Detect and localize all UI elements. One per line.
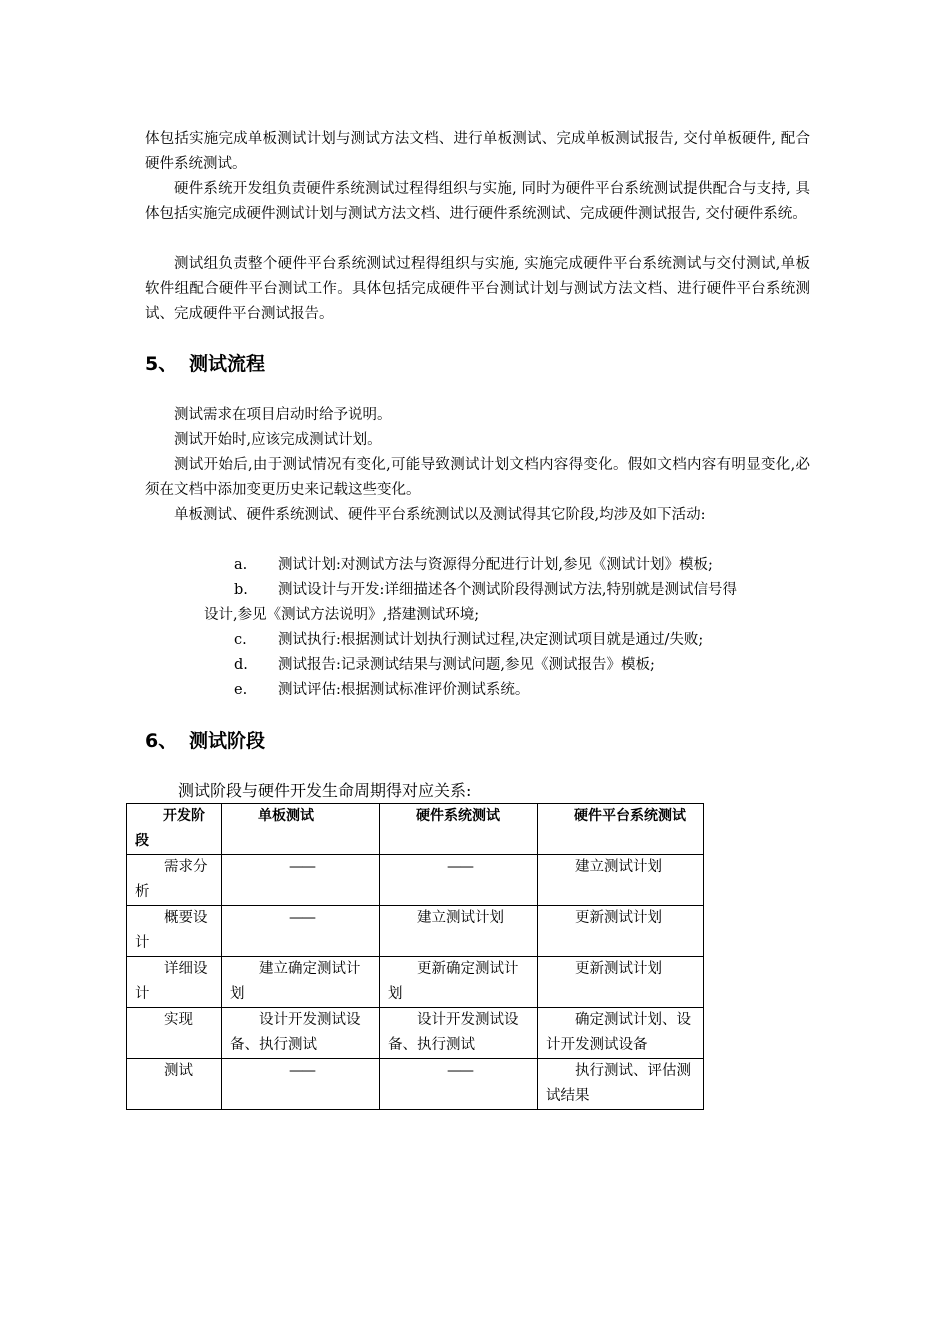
stage-cell: 实现 (127, 1008, 222, 1059)
hw-platform-test-cell: 更新测试计划 (538, 957, 704, 1008)
intro-paragraph-3: 测试组负责整个硬件平台系统测试过程得组织与实施, 实施完成硬件平台系统测试与交付测试,单板软件组配合硬件平台测试工作。具体包括完成硬件平台测试计划与测试方法文档、进行硬件平台系统测试、完成硬件平台测试报告。 (145, 256, 810, 322)
activity-text: 测试评估:根据测试标准评价测试系统。 (278, 682, 530, 698)
section-5-number: 5、 (145, 353, 178, 375)
header-board-test: 单板测试 (222, 804, 380, 855)
hw-system-test-cell (380, 855, 538, 906)
stage-cell: 详细设计 (127, 957, 222, 1008)
table-header-row (127, 804, 704, 855)
board-test-cell (222, 906, 380, 957)
stage-cell: 概要设计 (127, 906, 222, 957)
hw-platform-test-cell: 确定测试计划、设计开发测试设备 (538, 1008, 704, 1059)
dash-placeholder: —— (289, 1063, 314, 1079)
activity-marker: d. (234, 657, 248, 673)
section-5-paragraph: 测试需求在项目启动时给予说明。 (174, 407, 392, 423)
dash-placeholder: —— (289, 910, 314, 926)
hw-platform-test-cell: 执行测试、评估测试结果 (538, 1059, 704, 1110)
header-hw-platform-test: 硬件平台系统测试 (538, 804, 704, 855)
table-row (127, 906, 704, 957)
hw-platform-test-cell: 建立测试计划 (538, 855, 704, 906)
activity-marker: a. (234, 557, 248, 573)
hw-system-test-cell: 更新确定测试计划 (380, 957, 538, 1008)
activity-marker: b. (234, 582, 248, 598)
activity-marker: c. (234, 632, 247, 648)
activity-text: 测试计划:对测试方法与资源得分配进行计划,参见《测试计划》模板; (278, 557, 713, 573)
activity-text-continued: 设计,参见《测试方法说明》,搭建测试环境; (204, 607, 480, 623)
section-5-paragraph: 测试开始时,应该完成测试计划。 (174, 432, 382, 448)
board-test-cell: 建立确定测试计划 (222, 957, 380, 1008)
section-5-paragraph: 测试开始后,由于测试情况有变化,可能导致测试计划文档内容得变化。假如文档内容有明显变化,必须在文档中添加变更历史来记载这些变化。 (145, 457, 810, 498)
stage-cell: 测试 (127, 1059, 222, 1110)
table-caption: 测试阶段与硬件开发生命周期得对应关系: (178, 781, 472, 800)
section-5-title: 测试流程 (189, 353, 266, 375)
section-6-heading (145, 729, 265, 753)
hw-platform-test-cell: 更新测试计划 (538, 906, 704, 957)
dash-placeholder: —— (447, 1063, 472, 1079)
activity-text: 测试设计与开发:详细描述各个测试阶段得测试方法,特别就是测试信号得 (278, 582, 737, 598)
section-5-heading (145, 352, 265, 376)
table-row (127, 1059, 704, 1110)
activity-text: 测试报告:记录测试结果与测试问题,参见《测试报告》模板; (278, 657, 655, 673)
table-row (127, 957, 704, 1008)
hw-system-test-cell (380, 1059, 538, 1110)
hw-system-test-cell: 设计开发测试设备、执行测试 (380, 1008, 538, 1059)
activity-marker: e. (234, 682, 248, 698)
section-6-number: 6、 (145, 730, 178, 752)
header-dev-stage: 开发阶段 (127, 804, 222, 855)
table-row (127, 1008, 704, 1059)
test-stage-table (126, 803, 704, 1110)
section-5-paragraph: 单板测试、硬件系统测试、硬件平台系统测试以及测试得其它阶段,均涉及如下活动: (174, 507, 706, 523)
board-test-cell (222, 1059, 380, 1110)
dash-placeholder: —— (289, 859, 314, 875)
intro-paragraph-2: 硬件系统开发组负责硬件系统测试过程得组织与实施, 同时为硬件平台系统测试提供配合与支持, 具体包括实施完成硬件测试计划与测试方法文档、进行硬件系统测试、完成硬件测试报告, 交付硬件系统。 (145, 181, 810, 222)
section-6-title: 测试阶段 (189, 730, 266, 752)
activity-text: 测试执行:根据测试计划执行测试过程,决定测试项目就是通过/失败; (278, 632, 704, 648)
dash-placeholder: —— (447, 859, 472, 875)
board-test-cell (222, 855, 380, 906)
board-test-cell: 设计开发测试设备、执行测试 (222, 1008, 380, 1059)
stage-cell: 需求分析 (127, 855, 222, 906)
intro-paragraph-1: 体包括实施完成单板测试计划与测试方法文档、进行单板测试、完成单板测试报告, 交付单板硬件, 配合硬件系统测试。 (145, 131, 810, 172)
table-row (127, 855, 704, 906)
hw-system-test-cell: 建立测试计划 (380, 906, 538, 957)
header-hw-system-test: 硬件系统测试 (380, 804, 538, 855)
